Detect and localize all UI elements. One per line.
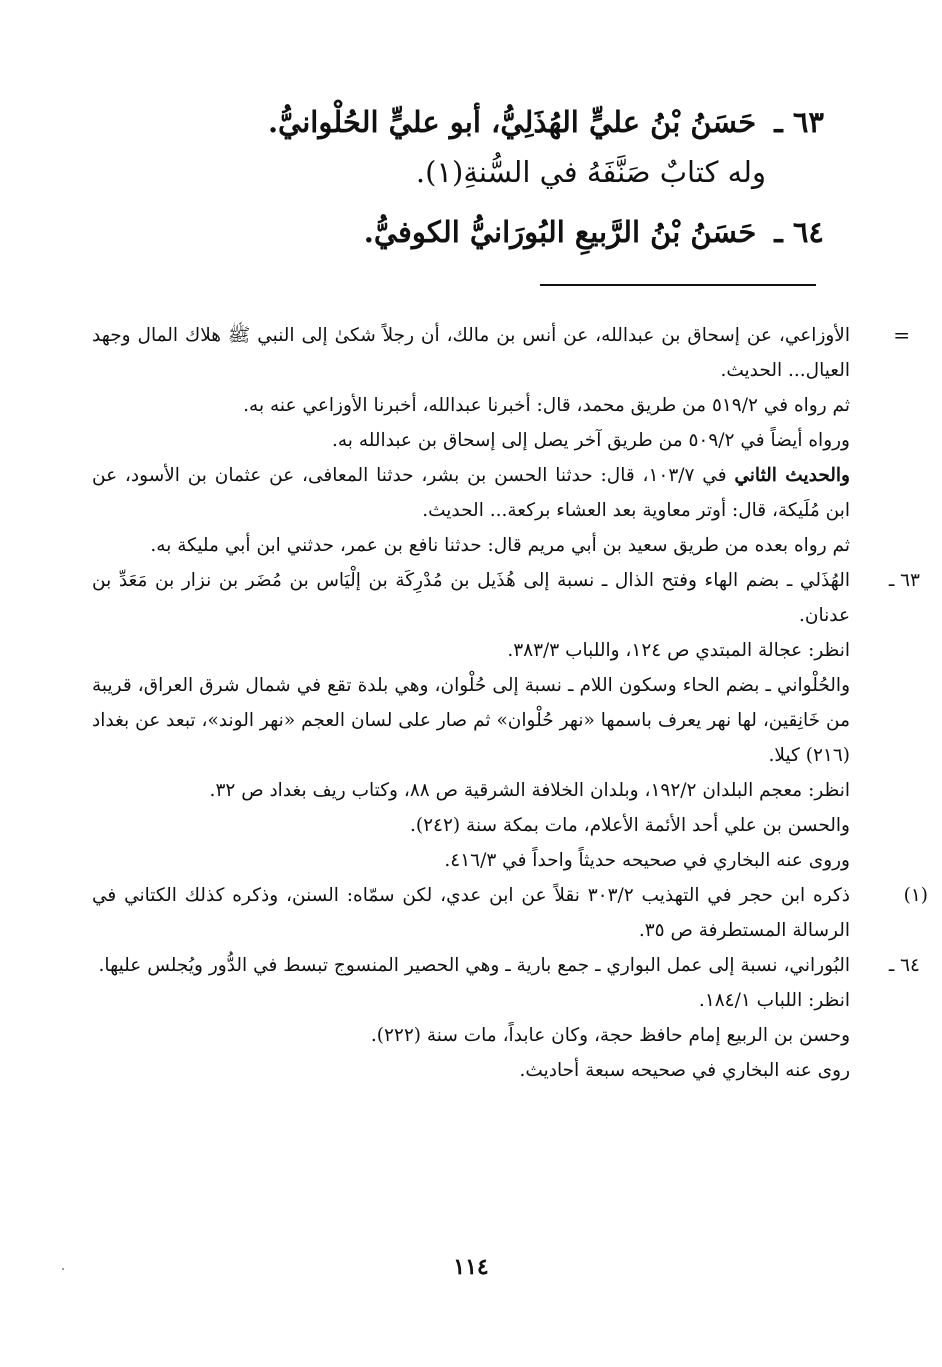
footnote-1 [92, 878, 928, 948]
hadith-text: في ١٠٣/٧، قال: حدثنا الحسن بن بشر، حدثنا المعافى، عن عثمان بن الأسود، عن ابن مُلَيكة، قال: أوتر معاوية بعد العشاء بركعة... الحديث. [92, 465, 850, 521]
note-paragraph: ثم رواه بعده من طريق سعيد بن أبي مريم قال: حدثنا نافع بن عمر، حدثني ابن أبي مليكة به. [150, 535, 850, 556]
page-number: ١١٤ [453, 1254, 489, 1280]
entry-64 [364, 212, 824, 252]
note-64 [92, 948, 920, 1088]
note-paragraph: انظر: معجم البلدان ١٩٢/٢، وبلدان الخلافة الشرقية ص ٨٨، وكتاب ريف بغداد ص ٣٢. [209, 780, 850, 801]
entry-text: وله كتابٌ صَنَّفَهُ في السُّنةِ(١). [415, 155, 766, 189]
entry-63 [268, 102, 824, 142]
entry-number: ٦٤ ـ [774, 215, 824, 249]
note-63 [92, 563, 920, 878]
footnote-separator [540, 284, 816, 286]
continued-note [92, 318, 910, 563]
note-paragraph: روى عنه البخاري في صحيحه سبعة أحاديث. [519, 1060, 850, 1081]
hadith-label: والحديث الثاني [734, 465, 850, 486]
continuation-mark: = [893, 323, 910, 347]
note-paragraph: البُوراني، نسبة إلى عمل البواري ـ جمع بارية ـ وهي الحصير المنسوج تبسط في الدُّور ويُجلس عليها. [98, 955, 850, 976]
entry-number: ٦٣ ـ [774, 105, 824, 139]
note-paragraph: ورواه أيضاً في ٥٠٩/٢ من طريق آخر يصل إلى إسحاق بن عبدالله به. [331, 430, 850, 451]
note-number: (١) [903, 885, 928, 906]
note-paragraph [92, 458, 850, 528]
footnotes [92, 318, 928, 1088]
note-paragraph: الأوزاعي، عن إسحاق بن عبدالله، عن أنس بن مالك، أن رجلاً شكىٰ إلى النبي ﷺ هلاك المال وجهد العيال... الحديث. [92, 325, 850, 381]
note-paragraph: وروى عنه البخاري في صحيحه حديثاً واحداً في ٤١٦/٣. [444, 850, 850, 871]
note-paragraph: والحُلْواني ـ بضم الحاء وسكون اللام ـ نسبة إلى حُلْوان، وهي بلدة تقع في شمال شرق العراق، قريبة من خَانِقين، لها نهر يعرف باسمها «نهر حُلْوان» ثم صار على لسان العجم «نهر الوند»، تبعد عن بغداد (٢١٦) كيلا. [92, 675, 850, 766]
note-paragraph: انظر: عجالة المبتدي ص ١٢٤، واللباب ٣٨٣/٣. [507, 640, 850, 661]
entry-text: حَسَنُ بْنُ الرَّبيعِ البُورَانيُّ الكوفيُّ. [363, 215, 757, 249]
note-paragraph: انظر: اللباب ١٨٤/١. [698, 990, 850, 1011]
note-number: ٦٣ ـ [888, 570, 920, 591]
entry-63-remark [416, 152, 766, 192]
note-paragraph: الهُذَلي ـ بضم الهاء وفتح الذال ـ نسبة إلى هُذَيل بن مُدْرِكَة بن إلْيَاس بن مُضَر بن نزار بن مَعَدِّ بن عدنان. [92, 570, 850, 626]
scan-speck [62, 1268, 64, 1270]
note-paragraph: والحسن بن علي أحد الأئمة الأعلام، مات بمكة سنة (٢٤٢). [410, 815, 850, 836]
note-paragraph: ثم رواه في ٥١٩/٢ من طريق محمد، قال: أخبرنا عبدالله، أخبرنا الأوزاعي عنه به. [243, 395, 850, 416]
note-paragraph: وحسن بن الربيع إمام حافظ حجة، وكان عابداً، مات سنة (٢٢٢). [370, 1025, 850, 1046]
note-paragraph: ذكره ابن حجر في التهذيب ٣٠٣/٢ نقلاً عن ابن عدي، لكن سمّاه: السنن، وذكره كذلك الكتاني في الرسالة المستطرفة ص ٣٥. [92, 885, 850, 941]
note-number: ٦٤ ـ [888, 955, 920, 976]
entry-text: حَسَنُ بْنُ عليٍّ الهُذَلِيُّ، أبو عليٍّ الحُلْوانيُّ. [267, 105, 757, 139]
